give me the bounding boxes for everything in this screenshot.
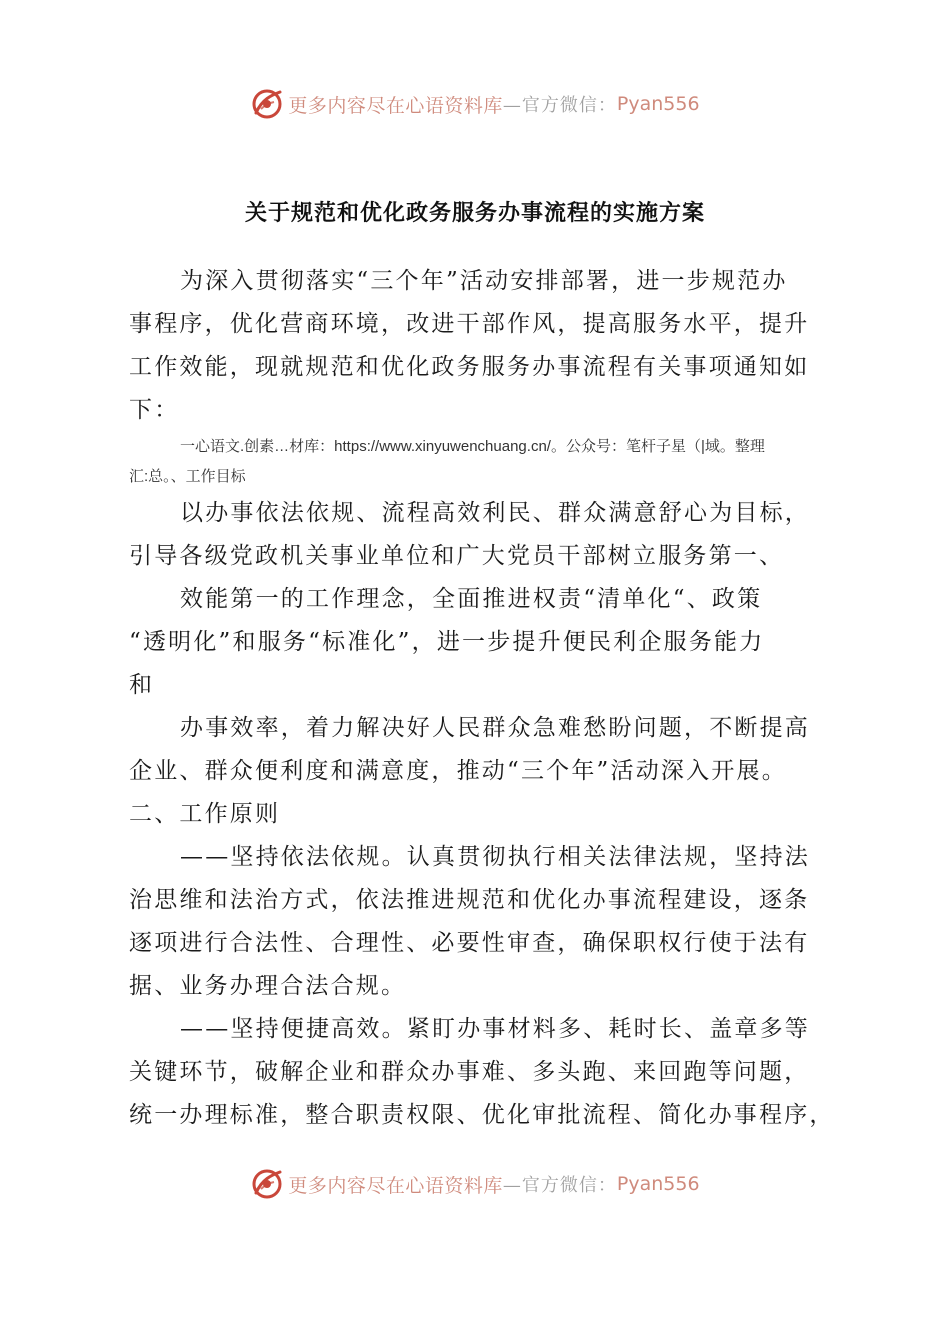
section-heading: 二、工作原则 — [129, 801, 281, 827]
paragraph-line: 以办事依法依规、流程高效利民、群众满意舒心为目标， — [180, 500, 810, 526]
watermark-separator: —官方微信： — [502, 1175, 617, 1196]
brush-logo-icon — [250, 87, 284, 121]
paragraph-line: 工作效能，现就规范和优化政务服务办事流程有关事项通知如 — [129, 354, 810, 380]
paragraph-line: ——坚持依法依规。认真贯彻执行相关法律法规，坚持法 — [180, 844, 810, 870]
paragraph-line: 为深入贯彻落实“三个年”活动安排部署，进一步规范办 — [180, 268, 788, 294]
paragraph-line: 据、业务办理合法合规。 — [129, 973, 407, 999]
watermark-banner-top — [0, 82, 950, 126]
document-title: 关于规范和优化政务服务办事流程的实施方案 — [244, 201, 705, 226]
paragraph-line: 效能第一的工作理念，全面推进权责“清单化“、政策 — [180, 586, 763, 612]
watermark-text: 更多内容尽在心语资料库 — [288, 94, 503, 117]
paragraph-line: “透明化”和服务“标准化”，进一步提升便民利企服务能力 — [129, 629, 765, 655]
paragraph-line: 办事效率，着力解决好人民群众急难愁盼问题，不断提高 — [180, 715, 810, 741]
watermark-id: Pyan556 — [616, 1173, 700, 1195]
paragraph-line: 逐项进行合法性、合理性、必要性审查，确保职权行使于法有 — [129, 930, 810, 956]
paragraph-line: 下： — [129, 397, 180, 423]
paragraph-line: 和 — [129, 672, 155, 698]
brush-logo-icon — [250, 1167, 284, 1201]
watermark-separator: —官方微信： — [502, 95, 617, 116]
source-note: 一心语文.创素…材库：https://www.xinyuwenchuang.cn/。公众号：笔杆子星（|域。整理 — [180, 438, 765, 455]
watermark-id: Pyan556 — [616, 93, 700, 115]
paragraph-line: 引导各级党政机关事业单位和广大党员干部树立服务第一、 — [129, 543, 785, 569]
document-body — [129, 260, 839, 1137]
paragraph-line: 企业、群众便利度和满意度，推动“三个年”活动深入开展。 — [129, 758, 787, 784]
paragraph-line: 事程序，优化营商环境，改进干部作风，提高服务水平，提升 — [129, 311, 810, 337]
paragraph-line: 关键环节，破解企业和群众办事难、多头跑、来回跑等问题， — [129, 1059, 810, 1085]
watermark-text: 更多内容尽在心语资料库 — [288, 1174, 503, 1197]
watermark-banner-bottom — [0, 1162, 950, 1206]
source-note: 汇:总。、工作目标 — [129, 468, 246, 485]
paragraph-line: ——坚持便捷高效。紧盯办事材料多、耗时长、盖章多等 — [180, 1016, 810, 1042]
paragraph-line: 统一办理标准，整合职责权限、优化审批流程、简化办事程序， — [129, 1102, 835, 1128]
paragraph-line: 治思维和法治方式，依法推进规范和优化办事流程建设，逐条 — [129, 887, 810, 913]
